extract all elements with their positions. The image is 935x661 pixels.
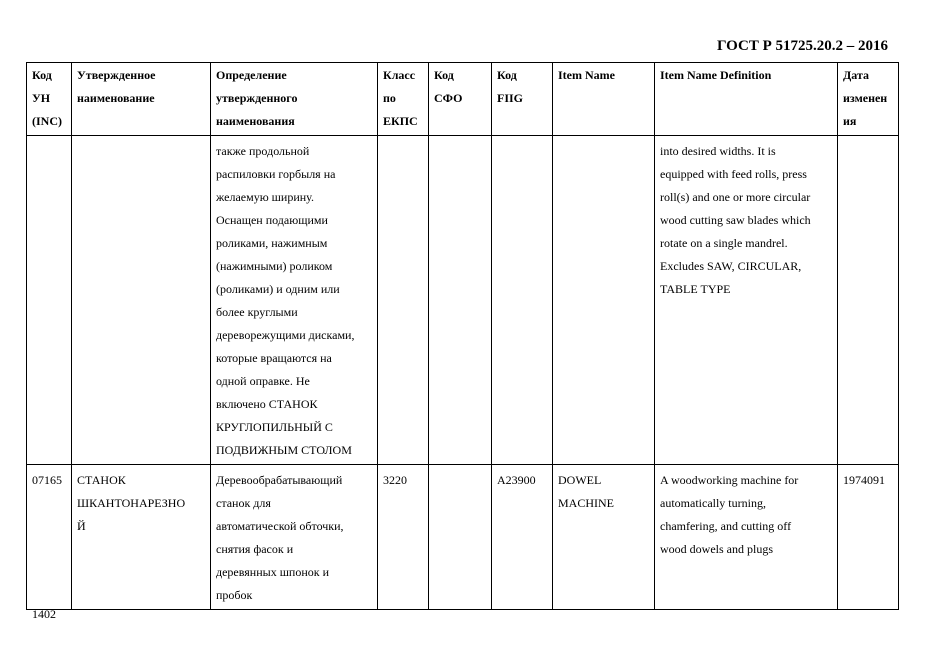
table-row (27, 465, 899, 610)
cell-text-line: деревянных шпонок и (216, 565, 330, 579)
page-number: 1402 (32, 607, 56, 621)
header-item-name (553, 63, 655, 136)
cell-text-line: 1974091 (843, 473, 885, 487)
cell-item-name (553, 136, 655, 465)
cell-text-line: Дата (843, 68, 869, 82)
cell-text-line: Код (32, 68, 52, 82)
cell-text-line: пробок (216, 588, 253, 602)
cell-inc (27, 465, 72, 610)
cell-text-line: которые вращаются на (216, 351, 332, 365)
cell-definition-en (655, 136, 838, 465)
classification-table (26, 62, 899, 610)
cell-text-line: (нажимными) роликом (216, 259, 333, 273)
cell-text-line: СТАНОК (77, 473, 126, 487)
cell-text-line: УН (32, 91, 51, 105)
cell-text-line: wood cutting saw blades which (660, 213, 811, 227)
cell-text-line: Й (77, 519, 86, 533)
cell-sfo (429, 465, 492, 610)
header-class (378, 63, 429, 136)
cell-text-line: станок для (216, 496, 271, 510)
cell-class (378, 465, 429, 610)
cell-text-line: наименования (216, 114, 295, 128)
table-header-row (27, 63, 899, 136)
cell-text-line: более круглыми (216, 305, 298, 319)
cell-text-line: Excludes SAW, CIRCULAR, (660, 259, 802, 273)
cell-text-line: желаемую ширину. (216, 190, 314, 204)
cell-text-line: equipped with feed rolls, press (660, 167, 807, 181)
cell-text-line: TABLE TYPE (660, 282, 731, 296)
header-definition-ru (211, 63, 378, 136)
cell-definition-ru (211, 465, 378, 610)
cell-definition-ru (211, 136, 378, 465)
cell-text-line: Код (497, 68, 517, 82)
cell-text-line: снятия фасок и (216, 542, 294, 556)
cell-text-line: roll(s) and one or more circular (660, 190, 811, 204)
document-standard-header: ГОСТ Р 51725.20.2 – 2016 (716, 38, 888, 54)
cell-text-line: наименование (77, 91, 155, 105)
cell-text-line: также продольной (216, 144, 310, 158)
cell-text-line: FIIG (497, 91, 524, 105)
cell-text-line: КРУГЛОПИЛЬНЫЙ С (216, 420, 333, 434)
table-row (27, 136, 899, 465)
header-sfo (429, 63, 492, 136)
cell-date (838, 136, 899, 465)
cell-text-line: Класс (383, 68, 416, 82)
cell-text-line: Item Name Definition (660, 68, 772, 82)
cell-sfo (429, 136, 492, 465)
cell-text-line: (роликами) и одним или (216, 282, 340, 296)
cell-text-line: дереворежущими дисками, (216, 328, 355, 342)
cell-text-line: MACHINE (558, 496, 614, 510)
cell-text-line: into desired widths. It is (660, 144, 776, 158)
cell-item-name (553, 465, 655, 610)
cell-text-line: автоматической обточки, (216, 519, 344, 533)
cell-text-line: распиловки горбыля на (216, 167, 336, 181)
cell-text-line: DOWEL (558, 473, 602, 487)
cell-text-line: ЕКПС (383, 114, 418, 128)
cell-approved-name (72, 136, 211, 465)
cell-text-line: A woodworking machine for (660, 473, 799, 487)
cell-text-line: A23900 (497, 473, 536, 487)
header-date-changed (838, 63, 899, 136)
cell-text-line: ШКАНТОНАРЕЗНО (77, 496, 186, 510)
cell-inc (27, 136, 72, 465)
cell-text-line: ПОДВИЖНЫМ СТОЛОМ (216, 443, 352, 457)
cell-text-line: wood dowels and plugs (660, 542, 773, 556)
cell-text-line: 07165 (32, 473, 62, 487)
cell-text-line: изменен (843, 91, 888, 105)
header-fiig (492, 63, 553, 136)
cell-text-line: одной оправке. Не (216, 374, 310, 388)
cell-text-line: 3220 (383, 473, 407, 487)
cell-approved-name (72, 465, 211, 610)
header-approved-name (72, 63, 211, 136)
cell-text-line: Утвержденное (77, 68, 156, 82)
cell-text-line: ия (843, 114, 857, 128)
header-item-name-definition (655, 63, 838, 136)
cell-text-line: Item Name (558, 68, 615, 82)
cell-text-line: (INC) (32, 114, 62, 128)
cell-text-line: Определение (216, 68, 287, 82)
cell-fiig (492, 465, 553, 610)
cell-text-line: роликами, нажимным (216, 236, 328, 250)
header-inc (27, 63, 72, 136)
cell-text-line: включено СТАНОК (216, 397, 318, 411)
cell-text-line: chamfering, and cutting off (660, 519, 792, 533)
cell-text-line: automatically turning, (660, 496, 766, 510)
cell-text-line: по (383, 91, 396, 105)
cell-text-line: Код (434, 68, 454, 82)
cell-text-line: Деревообрабатывающий (216, 473, 343, 487)
cell-fiig (492, 136, 553, 465)
cell-text-line: СФО (434, 91, 463, 105)
cell-text-line: утвержденного (216, 91, 298, 105)
cell-date (838, 465, 899, 610)
cell-definition-en (655, 465, 838, 610)
cell-class (378, 136, 429, 465)
cell-text-line: rotate on a single mandrel. (660, 236, 788, 250)
cell-text-line: Оснащен подающими (216, 213, 328, 227)
